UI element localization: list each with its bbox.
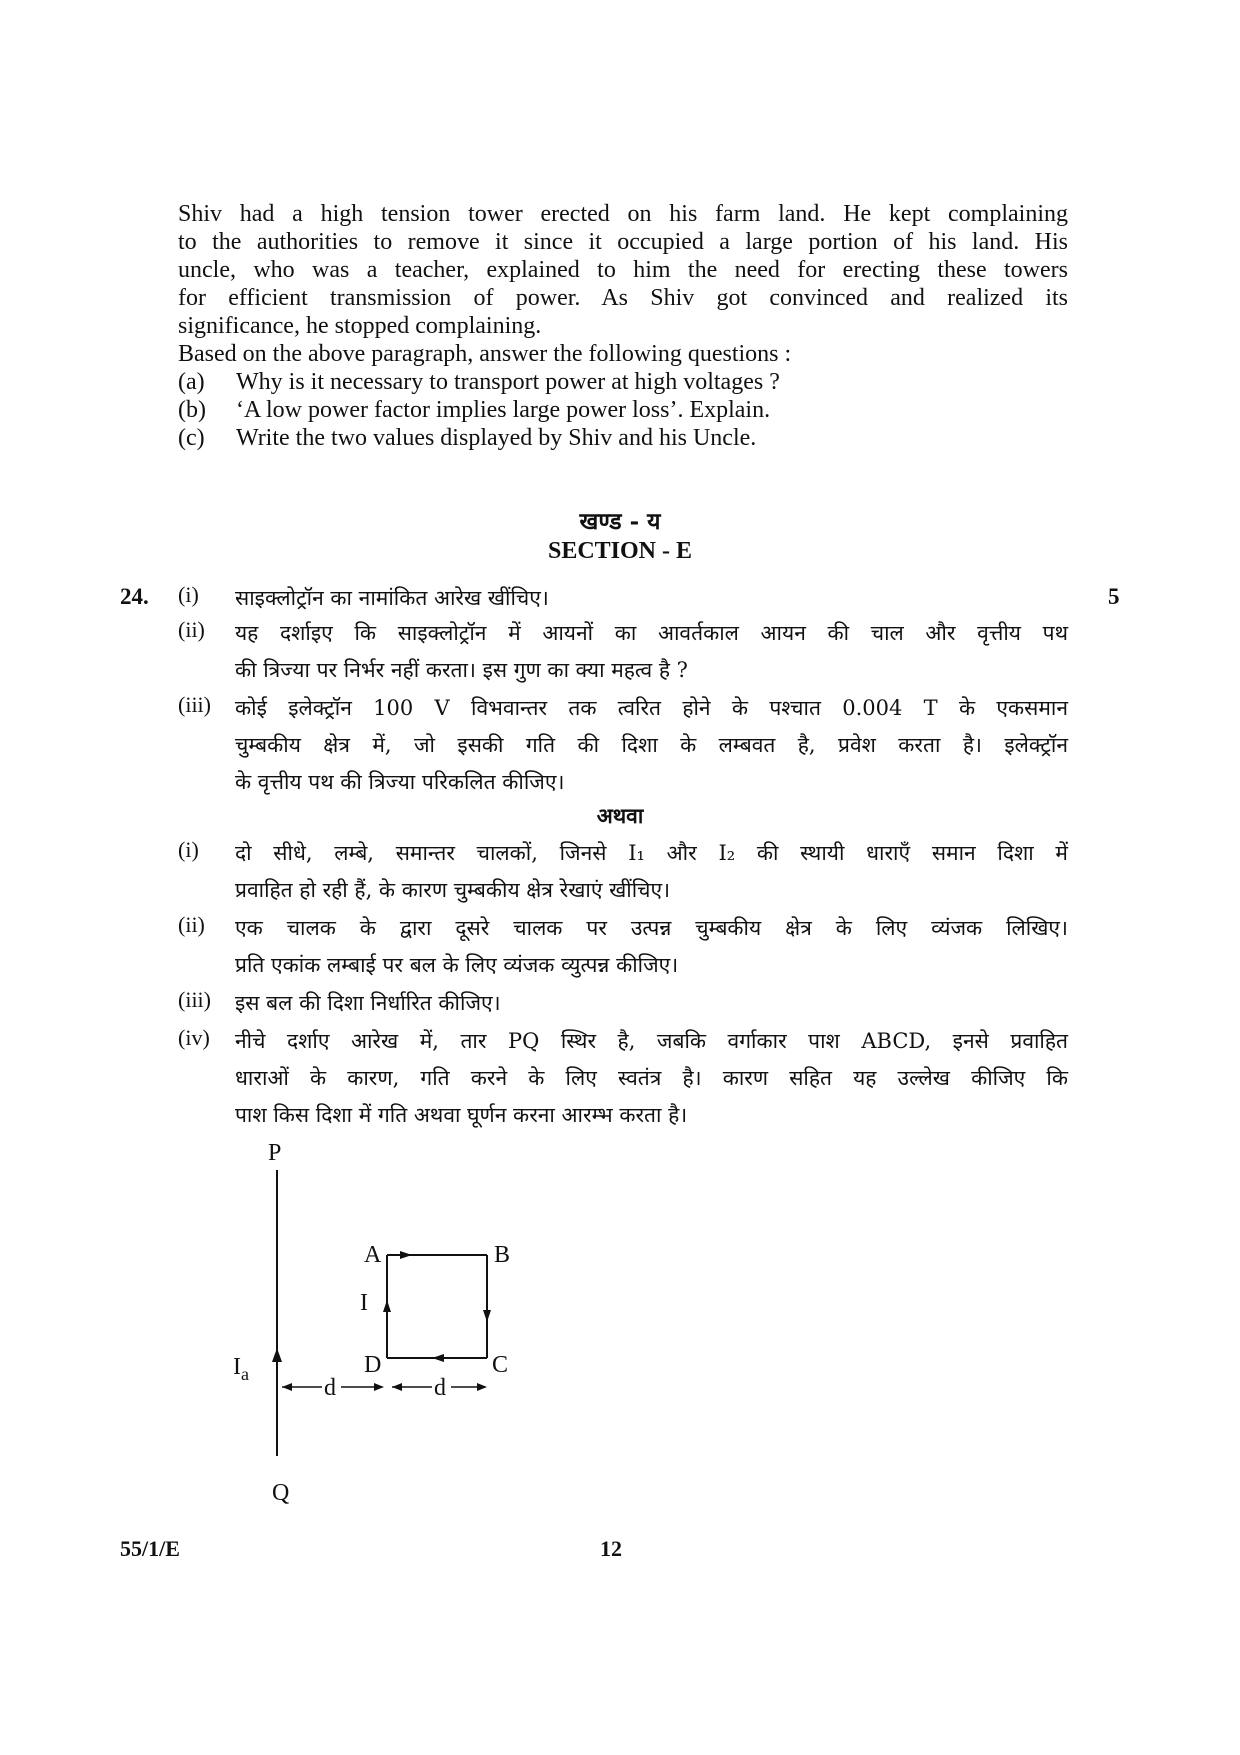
question-text: Write the two values displayed by Shiv and his Uncle. — [236, 425, 757, 451]
dim-arrow — [392, 1383, 402, 1391]
passage-instruction: Based on the above paragraph, answer the following questions : — [178, 341, 792, 367]
question-text: Why is it necessary to transport power at high voltages ? — [236, 369, 780, 395]
label-d1: d — [324, 1375, 336, 1401]
dim-arrow — [477, 1383, 487, 1391]
section-heading-english: SECTION - E — [547, 538, 693, 564]
part-line: धाराओं के कारण, गति करने के लिए स्वतंत्र है। कारण सहित यह उल्लेख कीजिए कि — [235, 1066, 1068, 1090]
label-ia-main: I — [233, 1354, 241, 1380]
part-line: दो सीधे, लम्बे, समान्तर चालकों, जिनसे I₁ और I₂ की स्थायी धाराएँ समान दिशा में — [235, 841, 1068, 865]
question-text: ‘A low power factor implies large power loss’. Explain. — [236, 397, 771, 423]
part-label: (iii) — [178, 692, 211, 717]
label-ia-sub: a — [241, 1364, 249, 1384]
label-i: I — [360, 1290, 368, 1316]
part-label: (ii) — [178, 912, 205, 937]
part-line: कोई इलेक्ट्रॉन 100 V विभवान्तर तक त्वरित होने के पश्चात 0.004 T के एकसमान — [235, 696, 1068, 720]
passage-line: for efficient transmission of power. As Shiv got convinced and realized its — [178, 285, 1068, 311]
label-p: P — [268, 1140, 282, 1166]
part-label: (ii) — [178, 617, 205, 642]
arrow-ab — [400, 1251, 412, 1259]
dim-arrow — [374, 1383, 384, 1391]
label-a: A — [364, 1242, 382, 1268]
arrow-bc — [483, 1310, 491, 1322]
passage-line: uncle, who was a teacher, explained to him the need for erecting these towers — [178, 257, 1068, 283]
paper-code: 55/1/E — [120, 1536, 180, 1561]
passage-line: to the authorities to remove it since it occupied a large portion of his land. His — [178, 229, 1068, 255]
question-label: (a) — [178, 369, 205, 395]
question-label: (b) — [178, 397, 206, 423]
part-line: चुम्बकीय क्षेत्र में, जो इसकी गति की दिशा के लम्बवत है, प्रवेश करता है। इलेक्ट्रॉन — [235, 733, 1068, 757]
arrow-da — [383, 1300, 391, 1312]
section-heading-hindi: खण्ड - य — [579, 508, 661, 535]
question-label: (c) — [178, 425, 205, 451]
part-label: (iii) — [178, 987, 211, 1012]
part-line: पाश किस दिशा में गति अथवा घूर्णन करना आरम्भ करता है। — [235, 1103, 688, 1127]
part-line: यह दर्शाइए कि साइक्लोट्रॉन में आयनों का आवर्तकाल आयन की चाल और वृत्तीय पथ — [235, 621, 1068, 645]
part-label: (i) — [178, 582, 199, 607]
label-q: Q — [272, 1480, 290, 1506]
label-ia — [233, 1354, 249, 1384]
label-b: B — [494, 1242, 511, 1268]
label-d: D — [364, 1352, 382, 1378]
question-marks: 5 — [1108, 584, 1120, 609]
part-line: की त्रिज्या पर निर्भर नहीं करता। इस गुण का क्या महत्व है ? — [235, 658, 688, 682]
part-line: नीचे दर्शाए आरेख में, तार PQ स्थिर है, जबकि वर्गाकार पाश ABCD, इनसे प्रवाहित — [235, 1029, 1068, 1053]
passage-line: significance, he stopped complaining. — [178, 313, 542, 339]
or-separator: अथवा — [596, 803, 644, 828]
part-line: साइक्लोट्रॉन का नामांकित आरेख खींचिए। — [235, 586, 549, 610]
page-number: 12 — [600, 1536, 622, 1561]
label-d2: d — [434, 1375, 446, 1401]
question-number: 24. — [120, 584, 149, 609]
part-line: इस बल की दिशा निर्धारित कीजिए। — [235, 991, 501, 1015]
part-line: प्रति एकांक लम्बाई पर बल के लिए व्यंजक व्युत्पन्न कीजिए। — [235, 953, 679, 977]
part-line: के वृत्तीय पथ की त्रिज्या परिकलित कीजिए। — [235, 770, 565, 794]
wire-current-arrow — [272, 1348, 282, 1362]
part-label: (i) — [178, 837, 199, 862]
part-label: (iv) — [178, 1025, 210, 1050]
label-c: C — [492, 1352, 509, 1378]
passage-line: Shiv had a high tension tower erected on his farm land. He kept complaining — [178, 201, 1068, 227]
part-line: प्रवाहित हो रही हैं, के कारण चुम्बकीय क्षेत्र रेखाएं खींचिए। — [235, 878, 671, 902]
arrow-cd — [432, 1354, 444, 1362]
dim-arrow — [282, 1383, 292, 1391]
part-line: एक चालक के द्वारा दूसरे चालक पर उत्पन्न चुम्बकीय क्षेत्र के लिए व्यंजक लिखिए। — [235, 916, 1068, 940]
